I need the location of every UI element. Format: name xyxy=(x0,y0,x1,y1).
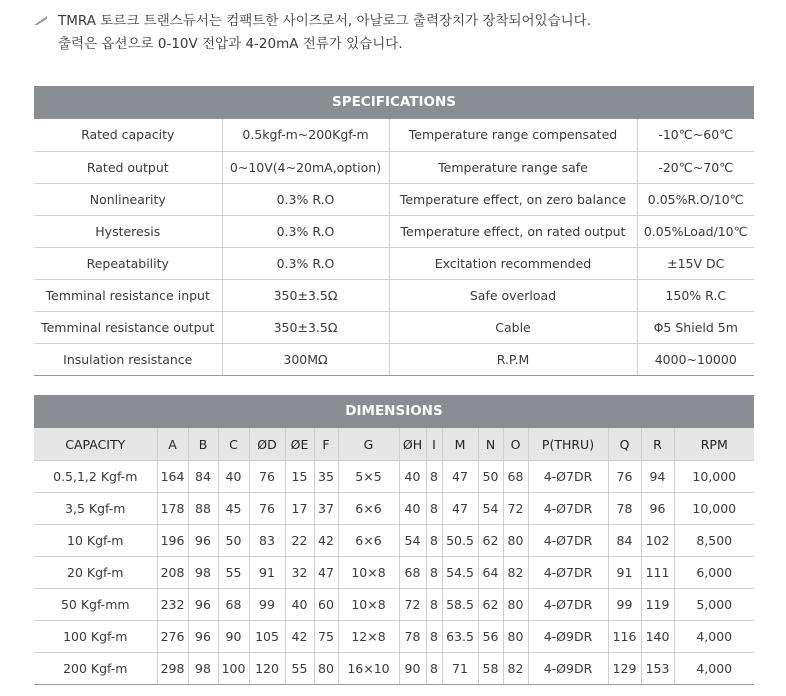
dimension-cell: 62 xyxy=(478,589,503,621)
dimensions-header-row xyxy=(34,428,754,461)
spec-value: Φ5 Shield 5m xyxy=(637,311,754,343)
dimension-cell: 75 xyxy=(314,621,338,653)
dimension-cell: 58.5 xyxy=(442,589,478,621)
spec-value: 150% R.C xyxy=(637,279,754,311)
spec-value: 350±3.5Ω xyxy=(222,279,389,311)
dimension-cell: 119 xyxy=(641,589,674,621)
dimension-cell: 96 xyxy=(188,525,218,557)
spec-label: Temminal resistance output xyxy=(34,311,222,343)
intro-text xyxy=(34,10,764,56)
column-header: I xyxy=(426,428,442,461)
spec-value: -20℃~70℃ xyxy=(637,151,754,183)
dimension-cell: 62 xyxy=(478,525,503,557)
dimension-cell: 91 xyxy=(249,557,285,589)
column-header: R xyxy=(641,428,674,461)
capacity-cell: 20 Kgf-m xyxy=(34,557,157,589)
table-row xyxy=(34,493,754,525)
capacity-cell: 10 Kgf-m xyxy=(34,525,157,557)
dimension-cell: 40 xyxy=(285,589,314,621)
dimension-cell: 42 xyxy=(314,525,338,557)
dimension-cell: 82 xyxy=(503,653,528,685)
dimension-cell: 4-Ø7DR xyxy=(528,589,608,621)
spec-label: Nonlinearity xyxy=(34,183,222,215)
intro-line-1: TMRA 토르크 트랜스듀서는 컴팩트한 사이즈로서, 아날로그 출력장치가 장착되어있습니다. xyxy=(58,13,592,29)
dimension-cell: 47 xyxy=(442,493,478,525)
capacity-cell: 3,5 Kgf-m xyxy=(34,493,157,525)
dimension-cell: 47 xyxy=(314,557,338,589)
dimension-cell: 8 xyxy=(426,653,442,685)
dimension-cell: 99 xyxy=(608,589,641,621)
spec-label: Repeatability xyxy=(34,247,222,279)
dimension-cell: 71 xyxy=(442,653,478,685)
dimension-cell: 82 xyxy=(503,557,528,589)
dimension-cell: 8,500 xyxy=(674,525,754,557)
pen-bullet-icon xyxy=(34,16,47,25)
dimension-cell: 80 xyxy=(314,653,338,685)
table-row xyxy=(34,557,754,589)
dimension-cell: 15 xyxy=(285,461,314,493)
dimension-cell: 68 xyxy=(503,461,528,493)
dimension-cell: 80 xyxy=(503,621,528,653)
dimension-cell: 12×8 xyxy=(338,621,399,653)
dimension-cell: 4-Ø9DR xyxy=(528,621,608,653)
dimension-cell: 55 xyxy=(218,557,249,589)
spec-value: 350±3.5Ω xyxy=(222,311,389,343)
dimension-cell: 276 xyxy=(157,621,188,653)
table-row xyxy=(34,653,754,685)
dimension-cell: 196 xyxy=(157,525,188,557)
spec-label: Safe overload xyxy=(389,279,637,311)
spec-row xyxy=(34,279,754,311)
dimension-cell: 96 xyxy=(188,621,218,653)
dimension-cell: 84 xyxy=(188,461,218,493)
specifications-table xyxy=(34,119,754,376)
dimension-cell: 5,000 xyxy=(674,589,754,621)
dimension-cell: 100 xyxy=(218,653,249,685)
dimension-cell: 6×6 xyxy=(338,525,399,557)
spec-value: 0.3% R.O xyxy=(222,247,389,279)
column-header: P(THRU) xyxy=(528,428,608,461)
column-header: ØD xyxy=(249,428,285,461)
dimension-cell: 72 xyxy=(503,493,528,525)
column-header: C xyxy=(218,428,249,461)
column-header: B xyxy=(188,428,218,461)
dimension-cell: 105 xyxy=(249,621,285,653)
specifications-body xyxy=(34,119,754,375)
spec-value: 0.05%R.O/10℃ xyxy=(637,183,754,215)
dimension-cell: 50 xyxy=(218,525,249,557)
dimension-cell: 96 xyxy=(188,589,218,621)
spec-value: 0.3% R.O xyxy=(222,183,389,215)
dimension-cell: 68 xyxy=(399,557,426,589)
dimension-cell: 80 xyxy=(503,589,528,621)
dimension-cell: 8 xyxy=(426,493,442,525)
dimension-cell: 40 xyxy=(218,461,249,493)
dimension-cell: 102 xyxy=(641,525,674,557)
dimension-cell: 40 xyxy=(399,493,426,525)
dimension-cell: 4,000 xyxy=(674,653,754,685)
dimension-cell: 10,000 xyxy=(674,461,754,493)
dimension-cell: 298 xyxy=(157,653,188,685)
spec-label: Temperature range safe xyxy=(389,151,637,183)
spec-label: Temperature effect, on rated output xyxy=(389,215,637,247)
dimension-cell: 63.5 xyxy=(442,621,478,653)
spec-label: R.P.M xyxy=(389,343,637,375)
dimension-cell: 6×6 xyxy=(338,493,399,525)
dimension-cell: 84 xyxy=(608,525,641,557)
spec-row xyxy=(34,151,754,183)
dimension-cell: 83 xyxy=(249,525,285,557)
dimension-cell: 8 xyxy=(426,589,442,621)
dimension-cell: 22 xyxy=(285,525,314,557)
dimension-cell: 4-Ø9DR xyxy=(528,653,608,685)
spec-row xyxy=(34,119,754,151)
spec-row xyxy=(34,215,754,247)
dimension-cell: 88 xyxy=(188,493,218,525)
spec-value: 0~10V(4~20mA,option) xyxy=(222,151,389,183)
dimension-cell: 5×5 xyxy=(338,461,399,493)
dimension-cell: 10,000 xyxy=(674,493,754,525)
dimension-cell: 54 xyxy=(478,493,503,525)
dimension-cell: 35 xyxy=(314,461,338,493)
dimension-cell: 164 xyxy=(157,461,188,493)
dimension-cell: 8 xyxy=(426,461,442,493)
spec-label: Temminal resistance input xyxy=(34,279,222,311)
dimension-cell: 8 xyxy=(426,621,442,653)
spec-row xyxy=(34,183,754,215)
table-row xyxy=(34,621,754,653)
dimension-cell: 8 xyxy=(426,557,442,589)
spec-label: Rated capacity xyxy=(34,119,222,151)
column-header: ØE xyxy=(285,428,314,461)
column-header: N xyxy=(478,428,503,461)
dimension-cell: 90 xyxy=(399,653,426,685)
dimension-cell: 54.5 xyxy=(442,557,478,589)
column-header: F xyxy=(314,428,338,461)
column-header: ØH xyxy=(399,428,426,461)
dimension-cell: 80 xyxy=(503,525,528,557)
table-row xyxy=(34,589,754,621)
spec-value: 4000~10000 xyxy=(637,343,754,375)
dimension-cell: 16×10 xyxy=(338,653,399,685)
dimension-cell: 56 xyxy=(478,621,503,653)
dimension-cell: 96 xyxy=(641,493,674,525)
dimension-cell: 78 xyxy=(608,493,641,525)
spec-label: Temperature range compensated xyxy=(389,119,637,151)
spec-label: Insulation resistance xyxy=(34,343,222,375)
dimension-cell: 94 xyxy=(641,461,674,493)
column-header: M xyxy=(442,428,478,461)
intro-line-2: 출력은 옵션으로 0-10V 전압과 4-20mA 전류가 있습니다. xyxy=(58,36,403,52)
dimension-cell: 55 xyxy=(285,653,314,685)
spec-value: 0.05%Load/10℃ xyxy=(637,215,754,247)
specifications-header: SPECIFICATIONS xyxy=(34,86,754,119)
dimensions-header: DIMENSIONS xyxy=(34,395,754,428)
dimension-cell: 10×8 xyxy=(338,589,399,621)
dimension-cell: 64 xyxy=(478,557,503,589)
dimension-cell: 45 xyxy=(218,493,249,525)
spec-value: -10℃~60℃ xyxy=(637,119,754,151)
dimensions-body xyxy=(34,461,754,685)
dimension-cell: 47 xyxy=(442,461,478,493)
dimension-cell: 98 xyxy=(188,653,218,685)
dimension-cell: 91 xyxy=(608,557,641,589)
dimension-cell: 4-Ø7DR xyxy=(528,557,608,589)
column-header: G xyxy=(338,428,399,461)
dimension-cell: 60 xyxy=(314,589,338,621)
dimension-cell: 40 xyxy=(399,461,426,493)
dimension-cell: 76 xyxy=(249,461,285,493)
dimension-cell: 116 xyxy=(608,621,641,653)
spec-label: Cable xyxy=(389,311,637,343)
dimension-cell: 78 xyxy=(399,621,426,653)
dimension-cell: 32 xyxy=(285,557,314,589)
dimension-cell: 140 xyxy=(641,621,674,653)
dimension-cell: 178 xyxy=(157,493,188,525)
dimension-cell: 129 xyxy=(608,653,641,685)
dimension-cell: 208 xyxy=(157,557,188,589)
column-header: RPM xyxy=(674,428,754,461)
spec-value: 0.3% R.O xyxy=(222,215,389,247)
spec-value: ±15V DC xyxy=(637,247,754,279)
table-row xyxy=(34,525,754,557)
capacity-cell: 100 Kgf-m xyxy=(34,621,157,653)
dimension-cell: 6,000 xyxy=(674,557,754,589)
dimension-cell: 232 xyxy=(157,589,188,621)
dimension-cell: 42 xyxy=(285,621,314,653)
spec-label: Rated output xyxy=(34,151,222,183)
dimensions-table xyxy=(34,428,754,685)
spec-value: 0.5kgf-m~200Kgf-m xyxy=(222,119,389,151)
dimension-cell: 68 xyxy=(218,589,249,621)
dimension-cell: 4-Ø7DR xyxy=(528,525,608,557)
dimension-cell: 4-Ø7DR xyxy=(528,493,608,525)
spec-row xyxy=(34,311,754,343)
dimension-cell: 120 xyxy=(249,653,285,685)
dimension-cell: 50.5 xyxy=(442,525,478,557)
spec-label: Hysteresis xyxy=(34,215,222,247)
dimension-cell: 50 xyxy=(478,461,503,493)
column-header: CAPACITY xyxy=(34,428,157,461)
dimension-cell: 37 xyxy=(314,493,338,525)
capacity-cell: 200 Kgf-m xyxy=(34,653,157,685)
dimension-cell: 98 xyxy=(188,557,218,589)
column-header: A xyxy=(157,428,188,461)
dimension-cell: 99 xyxy=(249,589,285,621)
dimension-cell: 76 xyxy=(608,461,641,493)
dimension-cell: 54 xyxy=(399,525,426,557)
capacity-cell: 50 Kgf-mm xyxy=(34,589,157,621)
dimension-cell: 4-Ø7DR xyxy=(528,461,608,493)
column-header: Q xyxy=(608,428,641,461)
dimension-cell: 10×8 xyxy=(338,557,399,589)
spec-value: 300MΩ xyxy=(222,343,389,375)
table-row xyxy=(34,461,754,493)
dimension-cell: 58 xyxy=(478,653,503,685)
dimension-cell: 111 xyxy=(641,557,674,589)
dimension-cell: 153 xyxy=(641,653,674,685)
spec-row xyxy=(34,247,754,279)
capacity-cell: 0.5,1,2 Kgf-m xyxy=(34,461,157,493)
dimension-cell: 90 xyxy=(218,621,249,653)
spec-label: Excitation recommended xyxy=(389,247,637,279)
dimension-cell: 17 xyxy=(285,493,314,525)
column-header: O xyxy=(503,428,528,461)
dimension-cell: 72 xyxy=(399,589,426,621)
dimension-cell: 4,000 xyxy=(674,621,754,653)
spec-row xyxy=(34,343,754,375)
dimension-cell: 76 xyxy=(249,493,285,525)
dimension-cell: 8 xyxy=(426,525,442,557)
spec-label: Temperature effect, on zero balance xyxy=(389,183,637,215)
